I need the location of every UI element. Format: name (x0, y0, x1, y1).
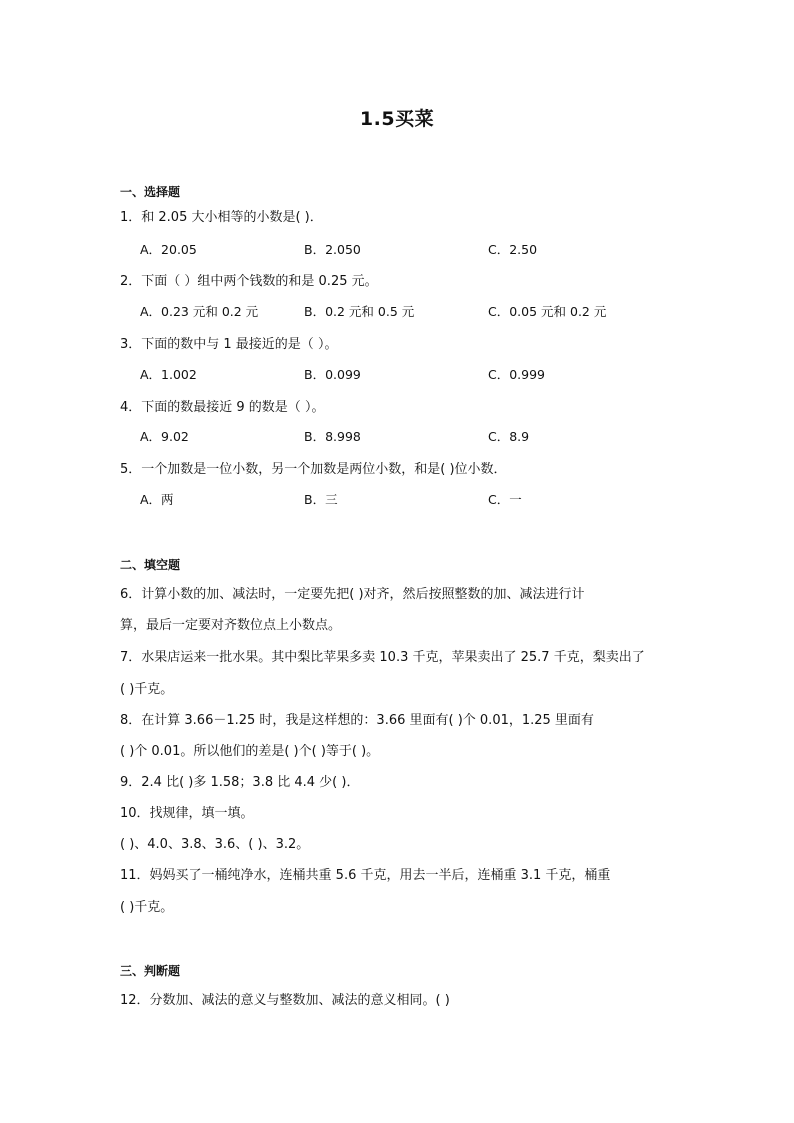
question-2-option-c: C．0.05 元和 0.2 元 (488, 304, 607, 319)
question-10-line-1: 10．找规律，填一填。 (120, 806, 254, 821)
question-7-line-2: ( )千克。 (120, 682, 174, 697)
question-1-option-c: C．2.50 (488, 242, 538, 257)
question-5-option-b: B．三 (304, 492, 338, 507)
question-1-option-a: A．20.05 (140, 242, 197, 257)
question-11-line-1: 11．妈妈买了一桶纯净水，连桶共重 5.6 千克，用去一半后，连桶重 3.1 千克，桶重 (120, 868, 611, 883)
question-2-stem: 2．下面（ ）组中两个钱数的和是 0.25 元。 (120, 274, 378, 289)
question-6-line-2: 算，最后一定要对齐数位点上小数点。 (120, 618, 342, 633)
question-12: 12．分数加、减法的意义与整数加、减法的意义相同。( ) (120, 993, 450, 1008)
question-10-line-2: ( )、4.0、3.8、3.6、( )、3.2。 (120, 837, 310, 852)
question-3-option-c: C．0.999 (488, 367, 546, 382)
question-4-stem: 4．下面的数最接近 9 的数是（ ）。 (120, 400, 325, 415)
question-1-option-b: B．2.050 (304, 242, 361, 257)
section-heading-judge: 三、判断题 (120, 964, 181, 978)
question-7-line-1: 7．水果店运来一批水果。其中梨比苹果多卖 10.3 千克，苹果卖出了 25.7 千克，梨卖出了 (120, 650, 645, 665)
question-4-option-c: C．8.9 (488, 429, 530, 444)
question-9: 9．2.4 比( )多 1.58；3.8 比 4.4 少( )． (120, 775, 360, 790)
question-6-line-1: 6．计算小数的加、减法时，一定要先把( )对齐，然后按照整数的加、减法进行计 (120, 587, 585, 602)
question-5-stem: 5．一个加数是一位小数，另一个加数是两位小数，和是( )位小数． (120, 462, 507, 477)
question-5-option-c: C．一 (488, 492, 522, 507)
question-2-option-b: B．0.2 元和 0.5 元 (304, 304, 415, 319)
question-8-line-2: ( )个 0.01。所以他们的差是( )个( )等于( )。 (120, 744, 380, 759)
page-title: 1.5买菜 (359, 108, 435, 130)
question-11-line-2: ( )千克。 (120, 900, 174, 915)
question-1-stem: 1．和 2.05 大小相等的小数是( )． (120, 210, 323, 225)
section-heading-fill: 二、填空题 (120, 558, 181, 572)
question-8-line-1: 8．在计算 3.66－1.25 时，我是这样想的：3.66 里面有( )个 0.01，1.25 里面有 (120, 713, 594, 728)
question-4-option-a: A．9.02 (140, 429, 189, 444)
question-5-option-a: A．两 (140, 492, 174, 507)
question-3-option-b: B．0.099 (304, 367, 361, 382)
question-4-option-b: B．8.998 (304, 429, 361, 444)
question-2-option-a: A．0.23 元和 0.2 元 (140, 304, 259, 319)
section-heading-choice: 一、选择题 (120, 185, 181, 199)
question-3-option-a: A．1.002 (140, 367, 197, 382)
question-3-stem: 3．下面的数中与 1 最接近的是（ ）。 (120, 337, 338, 352)
